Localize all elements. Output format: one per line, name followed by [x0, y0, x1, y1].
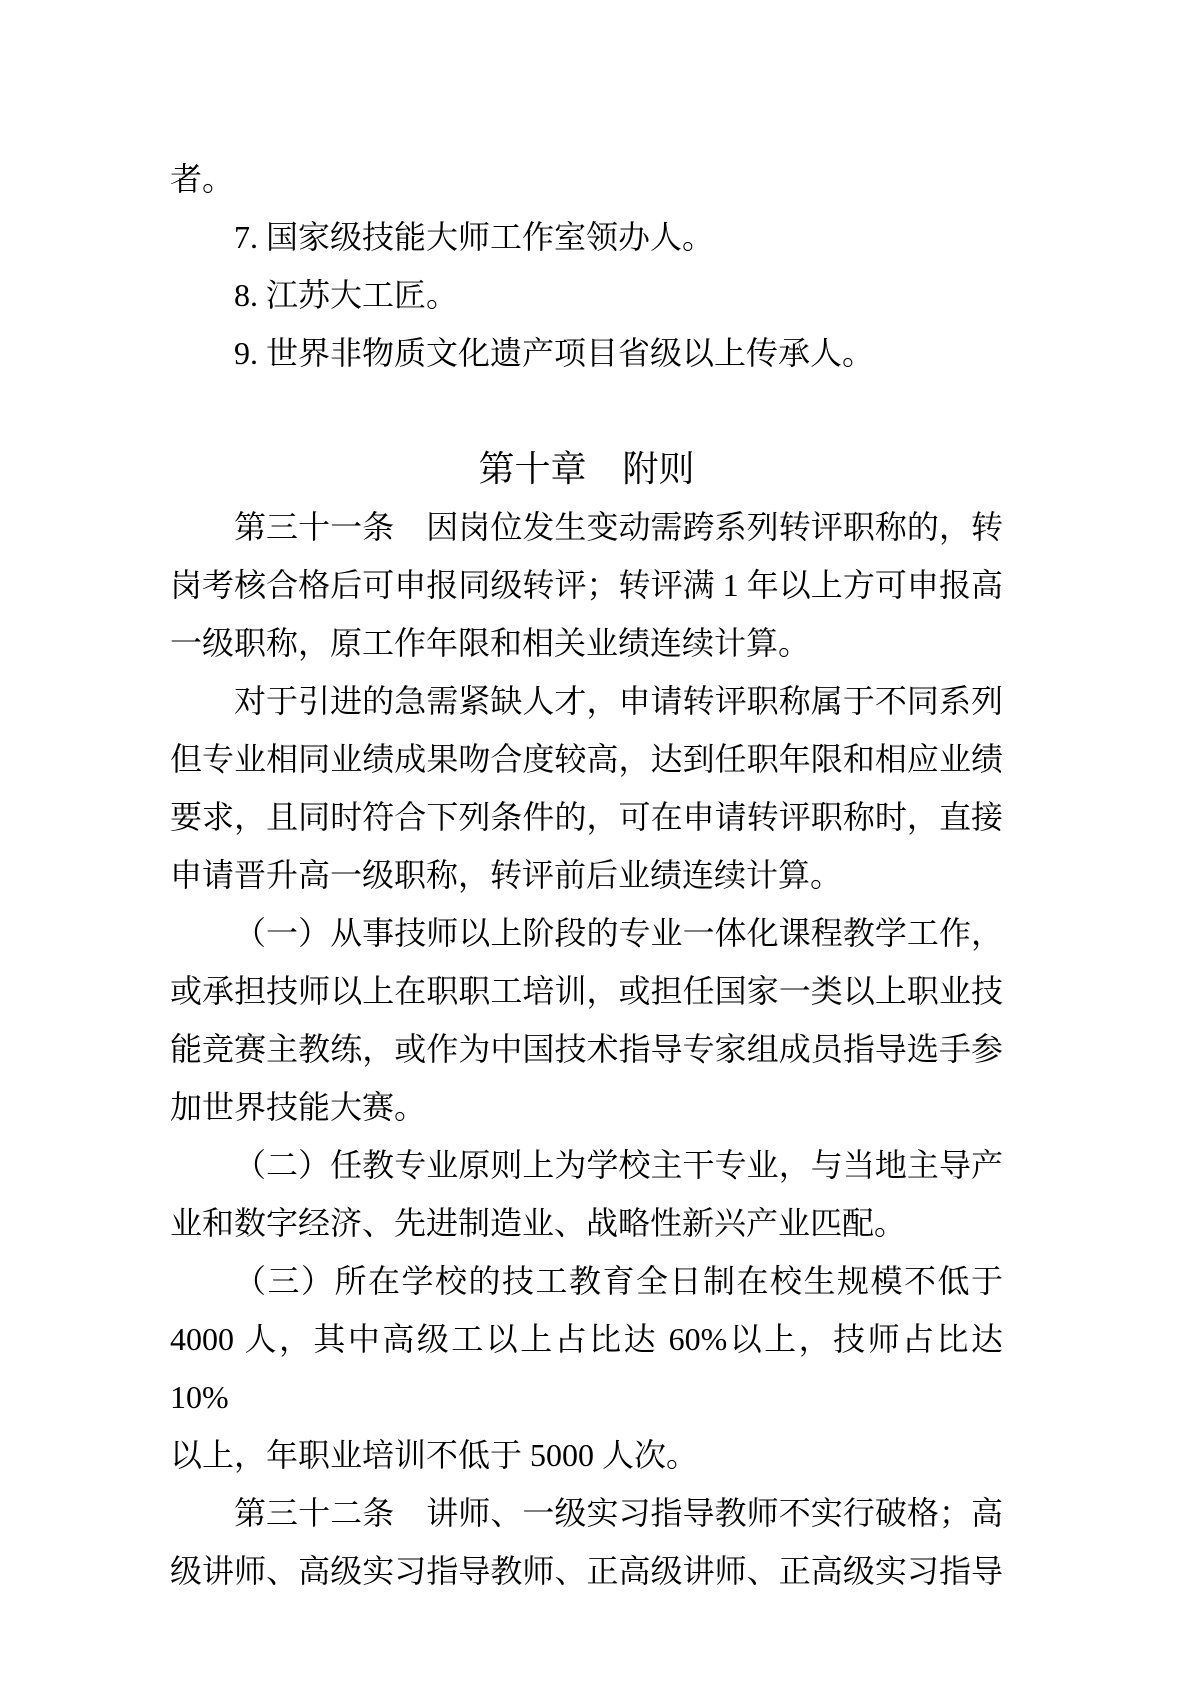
document-content [170, 150, 1003, 1600]
text-line: 能竞赛主教练，或作为中国技术指导专家组成员指导选手参 [170, 1031, 1003, 1067]
text-line: 9. 世界非物质文化遗产项目省级以上传承人。 [234, 335, 875, 371]
text-line: 或承担技师以上在职职工培训，或担任国家一类以上职业技 [170, 973, 1003, 1009]
text-line: 业和数字经济、先进制造业、战略性新兴产业匹配。 [170, 1205, 907, 1241]
condition-item-2 [170, 1136, 1003, 1252]
text-line: 但专业相同业绩成果吻合度较高，达到任职年限和相应业绩 [170, 741, 1003, 777]
list-item-7 [170, 208, 1003, 266]
text-line: 加世界技能大赛。 [170, 1089, 427, 1125]
text-line: （三）所在学校的技工教育全日制在校生规模不低于 [234, 1263, 1003, 1299]
text-line: 岗考核合格后可申报同级转评；转评满 1 年以上方可申报高 [170, 567, 1003, 603]
text-line: 以上，年职业培训不低于 5000 人次。 [170, 1437, 699, 1473]
text-line: 级讲师、高级实习指导教师、正高级讲师、正高级实习指导 [170, 1553, 1003, 1589]
paragraph-tail [170, 150, 1003, 208]
text-line: 第三十一条 因岗位发生变动需跨系列转评职称的，转 [234, 509, 1003, 545]
condition-item-3 [170, 1252, 1003, 1484]
text-line: 一级职称，原工作年限和相关业绩连续计算。 [170, 625, 811, 661]
article-31-paragraph-1 [170, 498, 1003, 672]
text-line: 第三十二条 讲师、一级实习指导教师不实行破格；高 [234, 1495, 1003, 1531]
text-line: 8. 江苏大工匠。 [234, 277, 459, 313]
article-32-paragraph [170, 1484, 1003, 1600]
list-item-8 [170, 266, 1003, 324]
list-item-9 [170, 324, 1003, 382]
chapter-heading: 第十章 附则 [478, 449, 695, 489]
text-line: 要求，且同时符合下列条件的，可在申请转评职称时，直接 [170, 799, 1003, 835]
text-line: 4000 人，其中高级工以上占比达 60%以上，技师占比达 10% [170, 1321, 1003, 1415]
text-line: （一）从事技师以上阶段的专业一体化课程教学工作， [234, 915, 1003, 951]
text-line: 者。 [170, 161, 235, 197]
article-31-paragraph-2 [170, 672, 1003, 904]
text-line: 7. 国家级技能大师工作室领办人。 [234, 219, 715, 255]
text-line: 对于引进的急需紧缺人才，申请转评职称属于不同系列 [234, 683, 1003, 719]
text-line: （二）任教专业原则上为学校主干专业，与当地主导产 [234, 1147, 1003, 1183]
condition-item-1 [170, 904, 1003, 1136]
text-line: 申请晋升高一级职称，转评前后业绩连续计算。 [170, 857, 843, 893]
